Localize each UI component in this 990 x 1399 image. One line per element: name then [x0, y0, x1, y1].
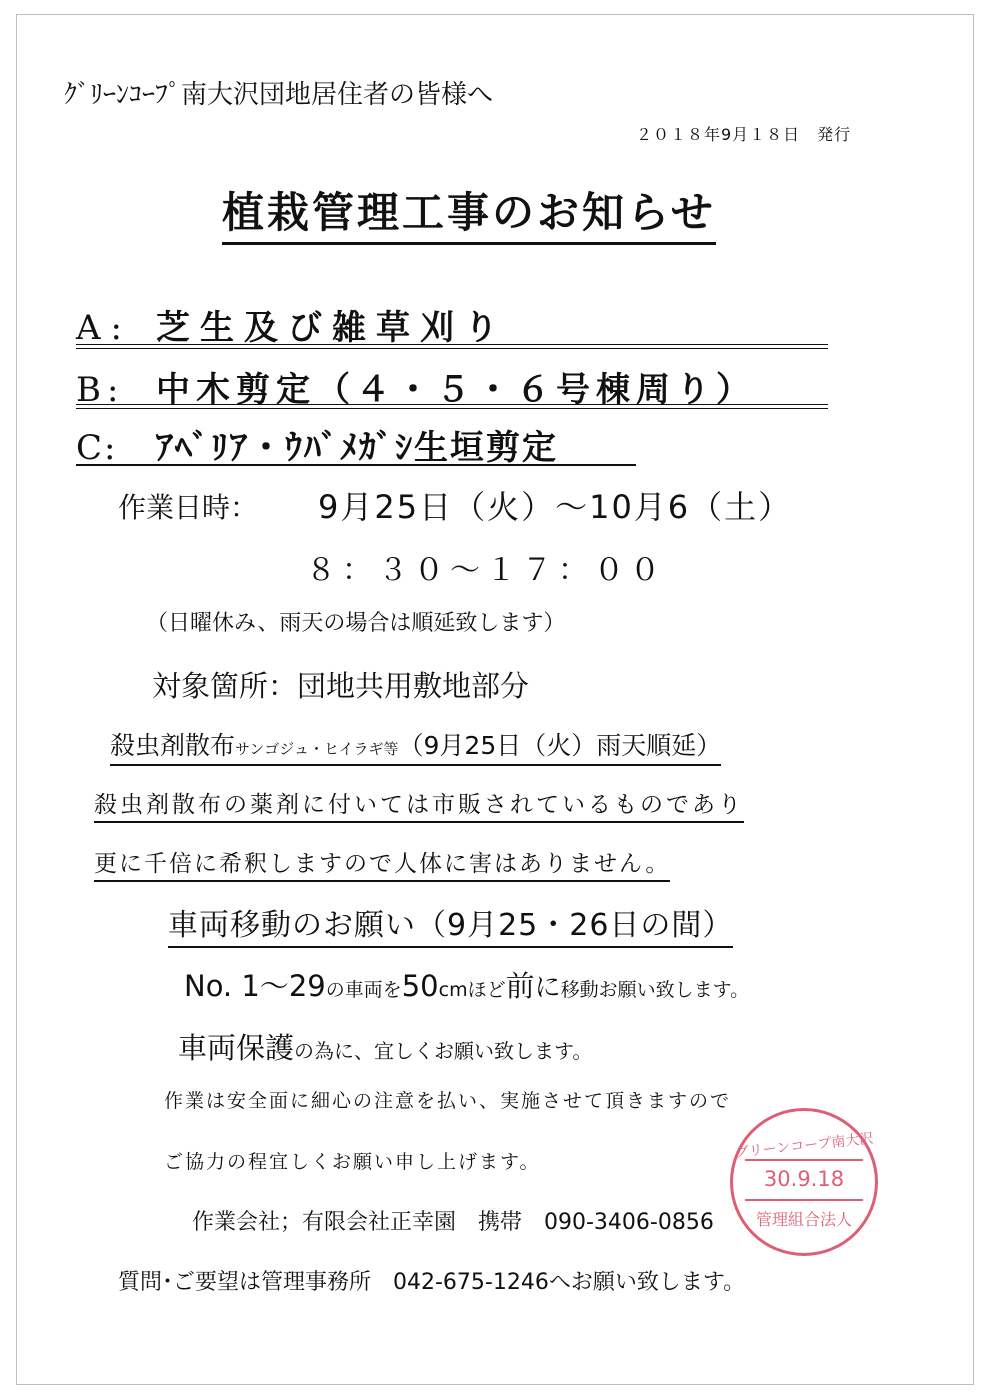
protect-big: 車両保護 [178, 1031, 295, 1065]
work-time: ８：３０～１７：００ [306, 553, 666, 588]
issue-date: ２０１８年9月１８日 発行 [636, 125, 852, 144]
car-number-range: No. 1～29 [184, 969, 326, 1003]
spray-note-1: 殺虫剤散布の薬剤に付いては市販されているものであり [94, 786, 744, 823]
item-a [76, 300, 508, 349]
addressee: ｸﾞﾘｰﾝｺｰﾌﾟ南大沢団地居住者の皆様へ [64, 80, 494, 110]
safety-line-2: ご協力の程宜しくお願い申し上げます。 [164, 1151, 541, 1173]
item-c [76, 420, 558, 469]
item-b-label: B: [76, 370, 125, 410]
item-a-underline [76, 344, 828, 349]
stamp-top: グリーンコープ南大沢 [734, 1130, 875, 1162]
safety-line-1: 作業は安全面に細心の注意を払い、実施させて頂きますので [164, 1090, 732, 1112]
notice-title: 植栽管理工事のお知らせ [222, 180, 716, 245]
item-a-label: A: [76, 308, 133, 348]
rain-note: （日曜休み、雨天の場合は順延致します） [146, 611, 566, 636]
work-date-value: 9月25日（火）～10月6（土） [318, 488, 793, 526]
company-info: 作業会社；有限会社正幸園 携帯 090-3406-0856 [192, 1210, 714, 1235]
spray-note-2: 更に千倍に希釈しますので人体に害はありません。 [94, 845, 670, 882]
contact-info: 質問･ご要望は管理事務所 042-675-1246へお願い致します。 [118, 1270, 746, 1295]
stamp-divider-bottom [745, 1199, 863, 1201]
seal-stamp [730, 1108, 878, 1256]
stamp-divider-top [745, 1159, 863, 1161]
car-unit: cm [438, 979, 468, 1001]
spray-schedule: （9月25日（火）雨天順延） [398, 731, 722, 760]
car-ni: に [534, 973, 561, 1003]
car-distance: 50 [401, 969, 439, 1003]
item-c-underline [76, 464, 636, 466]
car-front: 前 [505, 969, 535, 1003]
item-b-underline [76, 404, 828, 409]
target-area: 対象箇所：団地共用敷地部分 [152, 669, 530, 703]
stamp-date: 30.9.18 [763, 1167, 845, 1191]
stamp-bottom: 管理組合法人 [755, 1210, 852, 1229]
car-move-title: 車両移動のお願い（9月25・26日の間） [168, 900, 733, 948]
car-text-2: ほど [467, 979, 506, 1001]
spray-plants: サンゴジュ・ヒイラギ等 [235, 740, 399, 758]
spray-line [110, 726, 721, 766]
work-date-label: 作業日時： [118, 491, 259, 524]
item-b-text: 中木剪定（４・５・６号棟周り） [156, 370, 756, 410]
car-text-3: 移動お願い致します。 [560, 979, 750, 1001]
protect-rest: の為に、宜しくお願い致します。 [294, 1039, 593, 1063]
item-c-text: ｱﾍﾞﾘｱ・ｳﾊﾞﾒｶﾞｼ生垣剪定 [156, 428, 558, 468]
item-a-text: 芝生及び雑草刈り [156, 308, 508, 348]
car-move-line [184, 964, 749, 1005]
protect-line [178, 1026, 592, 1067]
spray-heading: 殺虫剤散布 [110, 731, 236, 760]
car-text-1: の車両を [325, 979, 402, 1001]
item-c-label: C: [76, 428, 118, 468]
